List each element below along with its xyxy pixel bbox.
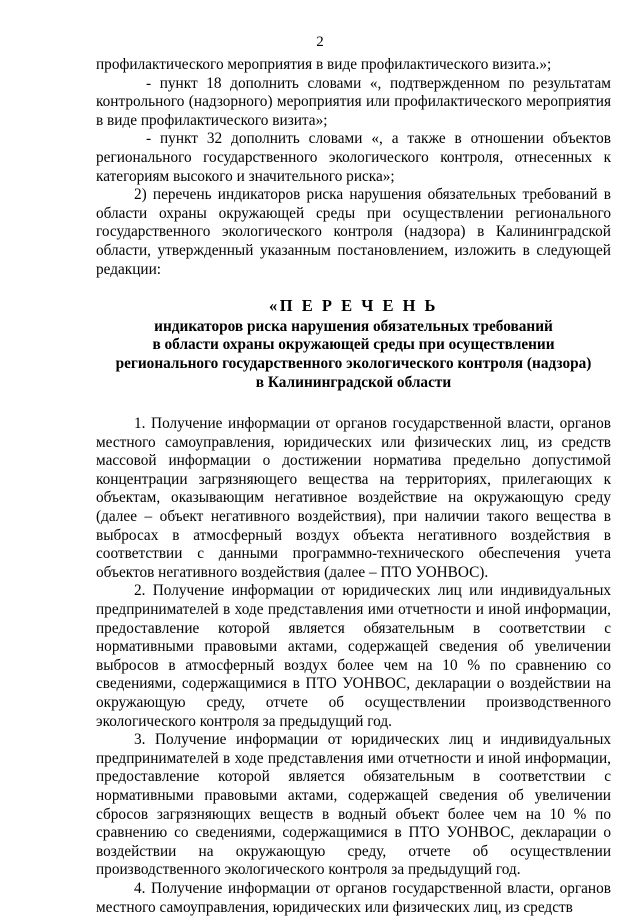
list-item-3: 3. Получение информации от юридических лиц и индивидуальных предпринимателей в ходе представления ими отчетности и иной информации, предоставление которой является обязательным в соответствии с нормативными правовыми актами, содержащей сведения об увеличении сбросов загрязняющих веществ в водный объект более чем на 10 % по сравнению со сведениями, содержащимися в ПТО УОНВОС, декларации о воздействии на окружающую среду, отчете об осуществлении производственного экологического контроля за предыдущий год.: [96, 731, 611, 879]
heading-line-1: индикаторов риска нарушения обязательных требований: [154, 317, 553, 335]
indicator-list: [96, 415, 611, 917]
heading-line-3: регионального государственного экологического контроля (надзора): [115, 354, 592, 372]
list-item-2: 2. Получение информации от юридических лиц или индивидуальных предпринимателей в ходе представления ими отчетности и иной информации, предоставление которой является обязательным в соответствии с нормативными правовыми актами, содержащей сведения об увеличении выбросов в атмосферный воздух более чем на 10 % по сравнению со сведениями, содержащимися в ПТО УОНВОС, декларации о воздействии на окружающую среду, отчете об осуществлении производственного экологического контроля за предыдущий год.: [96, 582, 611, 730]
page-number: 2: [316, 34, 324, 50]
heading-line-4: в Калининградской области: [255, 373, 452, 391]
heading-title: «П Е Р Е Ч Е Н Ь: [269, 296, 438, 316]
list-item-4: 4. Получение информации от органов государственной власти, органов местного самоуправления, юридических или физических лиц, из средств: [96, 879, 611, 916]
list-heading: [96, 297, 611, 392]
intro-paragraph-1: профилактического мероприятия в виде профилактического визита.»;: [96, 56, 552, 73]
list-item-1: 1. Получение информации от органов государственной власти, органов местного самоуправления, юридических или физических лиц, из средств массовой информации о достижении норматива предельно допустимой концентрации загрязняющего вещества на территориях, прилегающих к объектам, оказывающим негативное воздействие на окружающую среду (далее – объект негативного воздействия), при наличии такого вещества в выбросах в атмосферный воздух объекта негативного воздействия в соответствии с данными программно-технического обеспечения учета объектов негативного воздействия (далее – ПТО УОНВОС).: [96, 415, 611, 581]
intro-paragraph-4: 2) перечень индикаторов риска нарушения обязательных требований в области охраны окружающей среды при осуществлении регионального государственного экологического контроля (надзора) в Калининградской области, утвержденный указанным постановлением, изложить в следующей редакции:: [96, 186, 611, 278]
intro-paragraph-3: - пункт 32 дополнить словами «, а также в отношении объектов регионального государственного экологического контроля, отнесенных к категориям высокого и значительного риска»;: [96, 130, 611, 185]
heading-line-2: в области охраны окружающей среды при осуществлении: [152, 336, 555, 354]
intro-paragraph-2: - пункт 18 дополнить словами «, подтвержденном по результатам контрольного (надзорного) мероприятия или профилактического мероприятия в виде профилактического визита»;: [96, 74, 611, 129]
document-body: [96, 56, 611, 917]
